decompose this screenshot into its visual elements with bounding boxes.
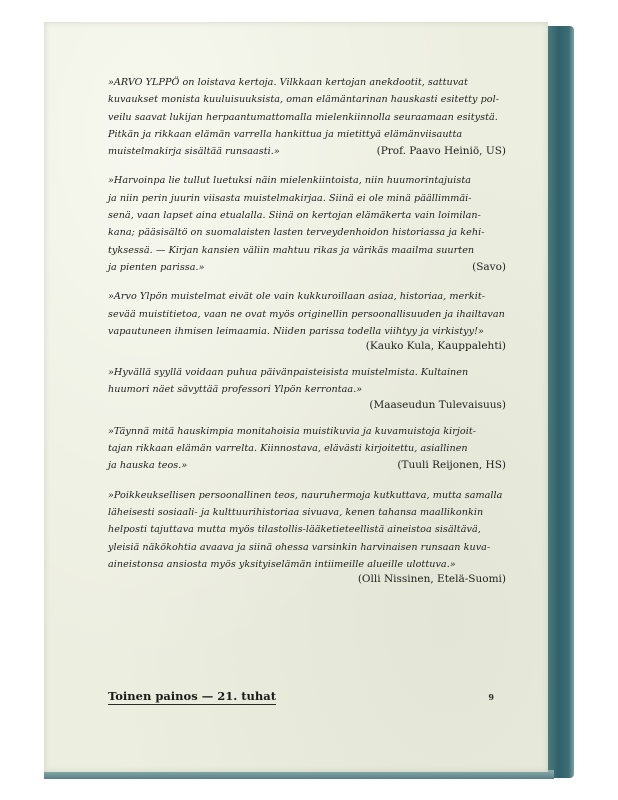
review-3 bbox=[108, 288, 506, 352]
review-6-line-4: yleisiä näkökohtia avaava ja siinä ohessa varsinkin harvinaisen runsaan kuva- bbox=[108, 541, 491, 553]
review-2-line-5: tyksessä. — Kirjan kansien väliin mahtuu rikas ja värikäs maailma suurten bbox=[108, 244, 475, 256]
review-6-line-1: »Poikkeuksellisen persoonallinen teos, nauruhermoja kutkuttava, mutta samalla bbox=[108, 489, 503, 501]
review-6-line-3: helposti tajuttava mutta myös tilastollis-lääketieteellistä aineistoa sisältävä, bbox=[108, 524, 481, 536]
review-1-line-4: Pitkän ja rikkaan elämän varrella hankittua ja mietittyä elämänviisautta bbox=[108, 128, 463, 140]
review-5-line-1: »Täynnä mitä hauskimpia monitahoisia muistikuvia ja kuvamuistoja kirjoit- bbox=[108, 425, 477, 437]
review-1-line-3: veilu saavat lukijan herpaantumattomalla mielenkiinnolla seuraamaan esitystä. bbox=[108, 111, 498, 123]
page-number: 9 bbox=[488, 692, 494, 702]
review-3-line-2: sevää muistitietoa, vaan ne ovat myös originellin persoonallisuuden ja ihailtavan bbox=[108, 308, 505, 320]
review-5-line-2: tajan rikkaan elämän varrelta. Kiinnostava, elävästi kirjoitettu, asiallinen bbox=[108, 443, 468, 455]
edition-label: Toinen painos — 21. tuhat bbox=[108, 689, 277, 703]
review-6-source-row bbox=[108, 573, 506, 585]
review-2-line-2: ja niin perin juurin viisasta muistelmakirjaa. Siinä ei ole minä päällimmäi- bbox=[108, 192, 472, 204]
review-4-line-1: »Hyvällä syyllä voidaan puhua päivänpaisteisista muistelmista. Kultainen bbox=[108, 367, 469, 379]
review-3-source: (Kauko Kula, Kauppalehti) bbox=[365, 340, 506, 353]
review-2-source: (Savo) bbox=[472, 260, 506, 273]
review-1-line-1: »ARVO YLPPÖ on loistava kertoja. Vilkkaan kertojan anekdootit, sattuvat bbox=[108, 77, 468, 88]
review-4 bbox=[108, 364, 506, 411]
review-2-last-line: ja pienten parissa.» bbox=[108, 261, 205, 273]
review-3-line-3: vapautuneen ihmisen leimaamia. Niiden parissa todella viihtyy ja virkistyy!» bbox=[108, 325, 484, 337]
review-4-line-2: huumori näet sävyttää professori Ylpön kerrontaa.» bbox=[108, 384, 363, 396]
review-5 bbox=[108, 423, 506, 475]
review-2 bbox=[108, 172, 506, 276]
review-4-source: (Maaseudun Tulevaisuus) bbox=[369, 398, 506, 411]
review-1-line-2: kuvaukset monista kuuluisuuksista, oman elämäntarinan hauskasti esitetty pol- bbox=[108, 94, 499, 106]
review-6-source: (Olli Nissinen, Etelä-Suomi) bbox=[357, 573, 506, 586]
review-5-last-line: ja hauska teos.» bbox=[108, 460, 188, 472]
review-1-last-row bbox=[108, 143, 506, 160]
review-6-line-2: läheisesti sosiaali- ja kulttuurihistoriaa sivuava, kenen tahansa maallikonkin bbox=[108, 506, 484, 518]
review-1-source: (Prof. Paavo Heiniö, US) bbox=[376, 145, 506, 158]
review-2-line-1: »Harvoinpa lie tullut luetuksi näin mielenkiintoista, niin huumorintajuista bbox=[108, 175, 472, 187]
review-2-line-4: kana; pääsisältö on suomalaisten lasten terveydenhoidon historiassa ja kehi- bbox=[108, 227, 485, 239]
review-6-line-5: aineistonsa ansiosta myös yksityiselämän intiimeille alueille ulottuva.» bbox=[108, 558, 456, 570]
review-3-last-row bbox=[108, 340, 506, 352]
review-1-last-line: muistelmakirja sisältää runsaasti.» bbox=[108, 146, 280, 158]
review-3-line-1: »Arvo Ylpön muistelmat eivät ole vain kukkuroillaan asiaa, historiaa, merkit- bbox=[108, 291, 486, 303]
review-5-source: (Tuuli Reijonen, HS) bbox=[397, 459, 506, 472]
review-2-line-3: senä, vaan lapset aina etualalla. Siinä on kertojan elämäkerta vain loimilan- bbox=[108, 210, 481, 222]
review-quotes bbox=[108, 74, 506, 597]
review-1 bbox=[108, 74, 506, 160]
edition-footer bbox=[108, 689, 500, 705]
review-2-last-row bbox=[108, 259, 506, 276]
review-5-last-row bbox=[108, 457, 506, 474]
review-6 bbox=[108, 487, 506, 585]
review-4-source-row bbox=[108, 399, 506, 411]
